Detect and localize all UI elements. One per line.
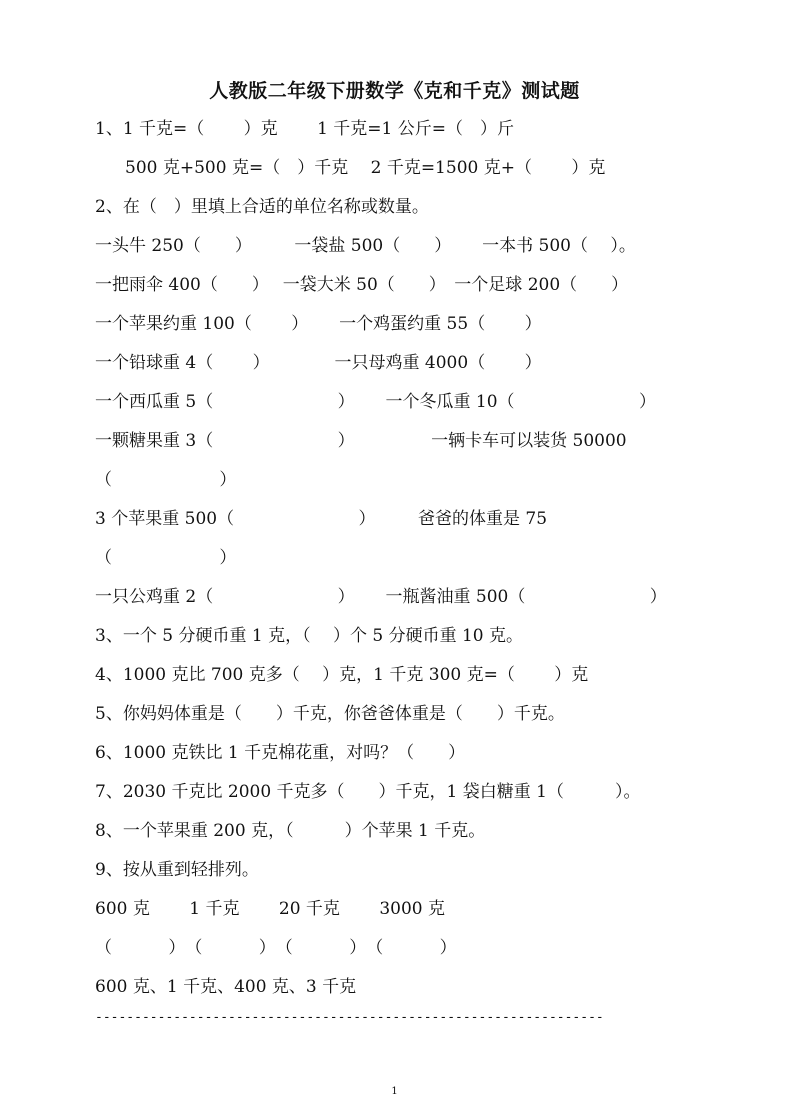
question-2-row-7: 3 个苹果重 500（ ） 爸爸的体重是 75 (95, 509, 548, 529)
question-2-heading: 2、在（ ）里填上合适的单位名称或数量。 (95, 197, 429, 217)
question-2-row-5: 一个西瓜重 5（ ） 一个冬瓜重 10（ ） (95, 392, 656, 412)
question-3: 3、一个 5 分硬币重 1 克，（ ）个 5 分硬币重 10 克。 (95, 626, 524, 646)
question-2-row-2: 一把雨伞 400（ ） 一袋大米 50（ ） 一个足球 200（ ） (95, 275, 629, 295)
question-2-row-4: 一个铅球重 4（ ） 一只母鸡重 4000（ ） (95, 353, 542, 373)
question-9-items-2: 600 克、1 千克、400 克、3 千克 (95, 977, 357, 997)
question-2-row-6-cont: （ ） (95, 470, 237, 490)
question-2-row-1: 一头牛 250（ ） 一袋盐 500（ ） 一本书 500（ ）。 (95, 236, 636, 256)
question-9-blanks: （ ） （ ） （ ） （ ） (95, 938, 457, 958)
question-9-heading: 9、按从重到轻排列。 (95, 860, 259, 880)
question-2-row-6: 一颗糖果重 3（ ） 一辆卡车可以装货 50000 (95, 431, 627, 451)
question-2-row-7-cont: （ ） (95, 548, 237, 568)
question-6: 6、1000 克铁比 1 千克棉花重，对吗？（ ） (95, 743, 466, 763)
question-4: 4、1000 克比 700 克多（ ）克，1 千克 300 克=（ ）克 (95, 665, 589, 685)
question-2-row-3: 一个苹果约重 100（ ） 一个鸡蛋约重 55（ ） (95, 314, 542, 334)
dashed-separator: ----------------------------------------------------------------- (95, 1010, 604, 1025)
page-number: 1 (391, 1086, 398, 1097)
question-8: 8、一个苹果重 200 克，（ ）个苹果 1 千克。 (95, 821, 486, 841)
question-2-row-8: 一只公鸡重 2（ ） 一瓶酱油重 500（ ） (95, 587, 667, 607)
question-1-line-2: 500 克+500 克=（ ）千克 2 千克=1500 克+（ ）克 (125, 158, 606, 178)
question-5: 5、你妈妈体重是（ ）千克，你爸爸体重是（ ）千克。 (95, 704, 565, 724)
page-title: 人教版二年级下册数学《克和千克》测试题 (209, 80, 580, 102)
question-1-line-1: 1、1 千克=（ ）克 1 千克=1 公斤=（ ）斤 (95, 119, 515, 139)
question-7: 7、2030 千克比 2000 千克多（ ）千克，1 袋白糖重 1（ ）。 (95, 782, 641, 802)
question-9-items: 600 克 1 千克 20 千克 3000 克 (95, 899, 445, 919)
